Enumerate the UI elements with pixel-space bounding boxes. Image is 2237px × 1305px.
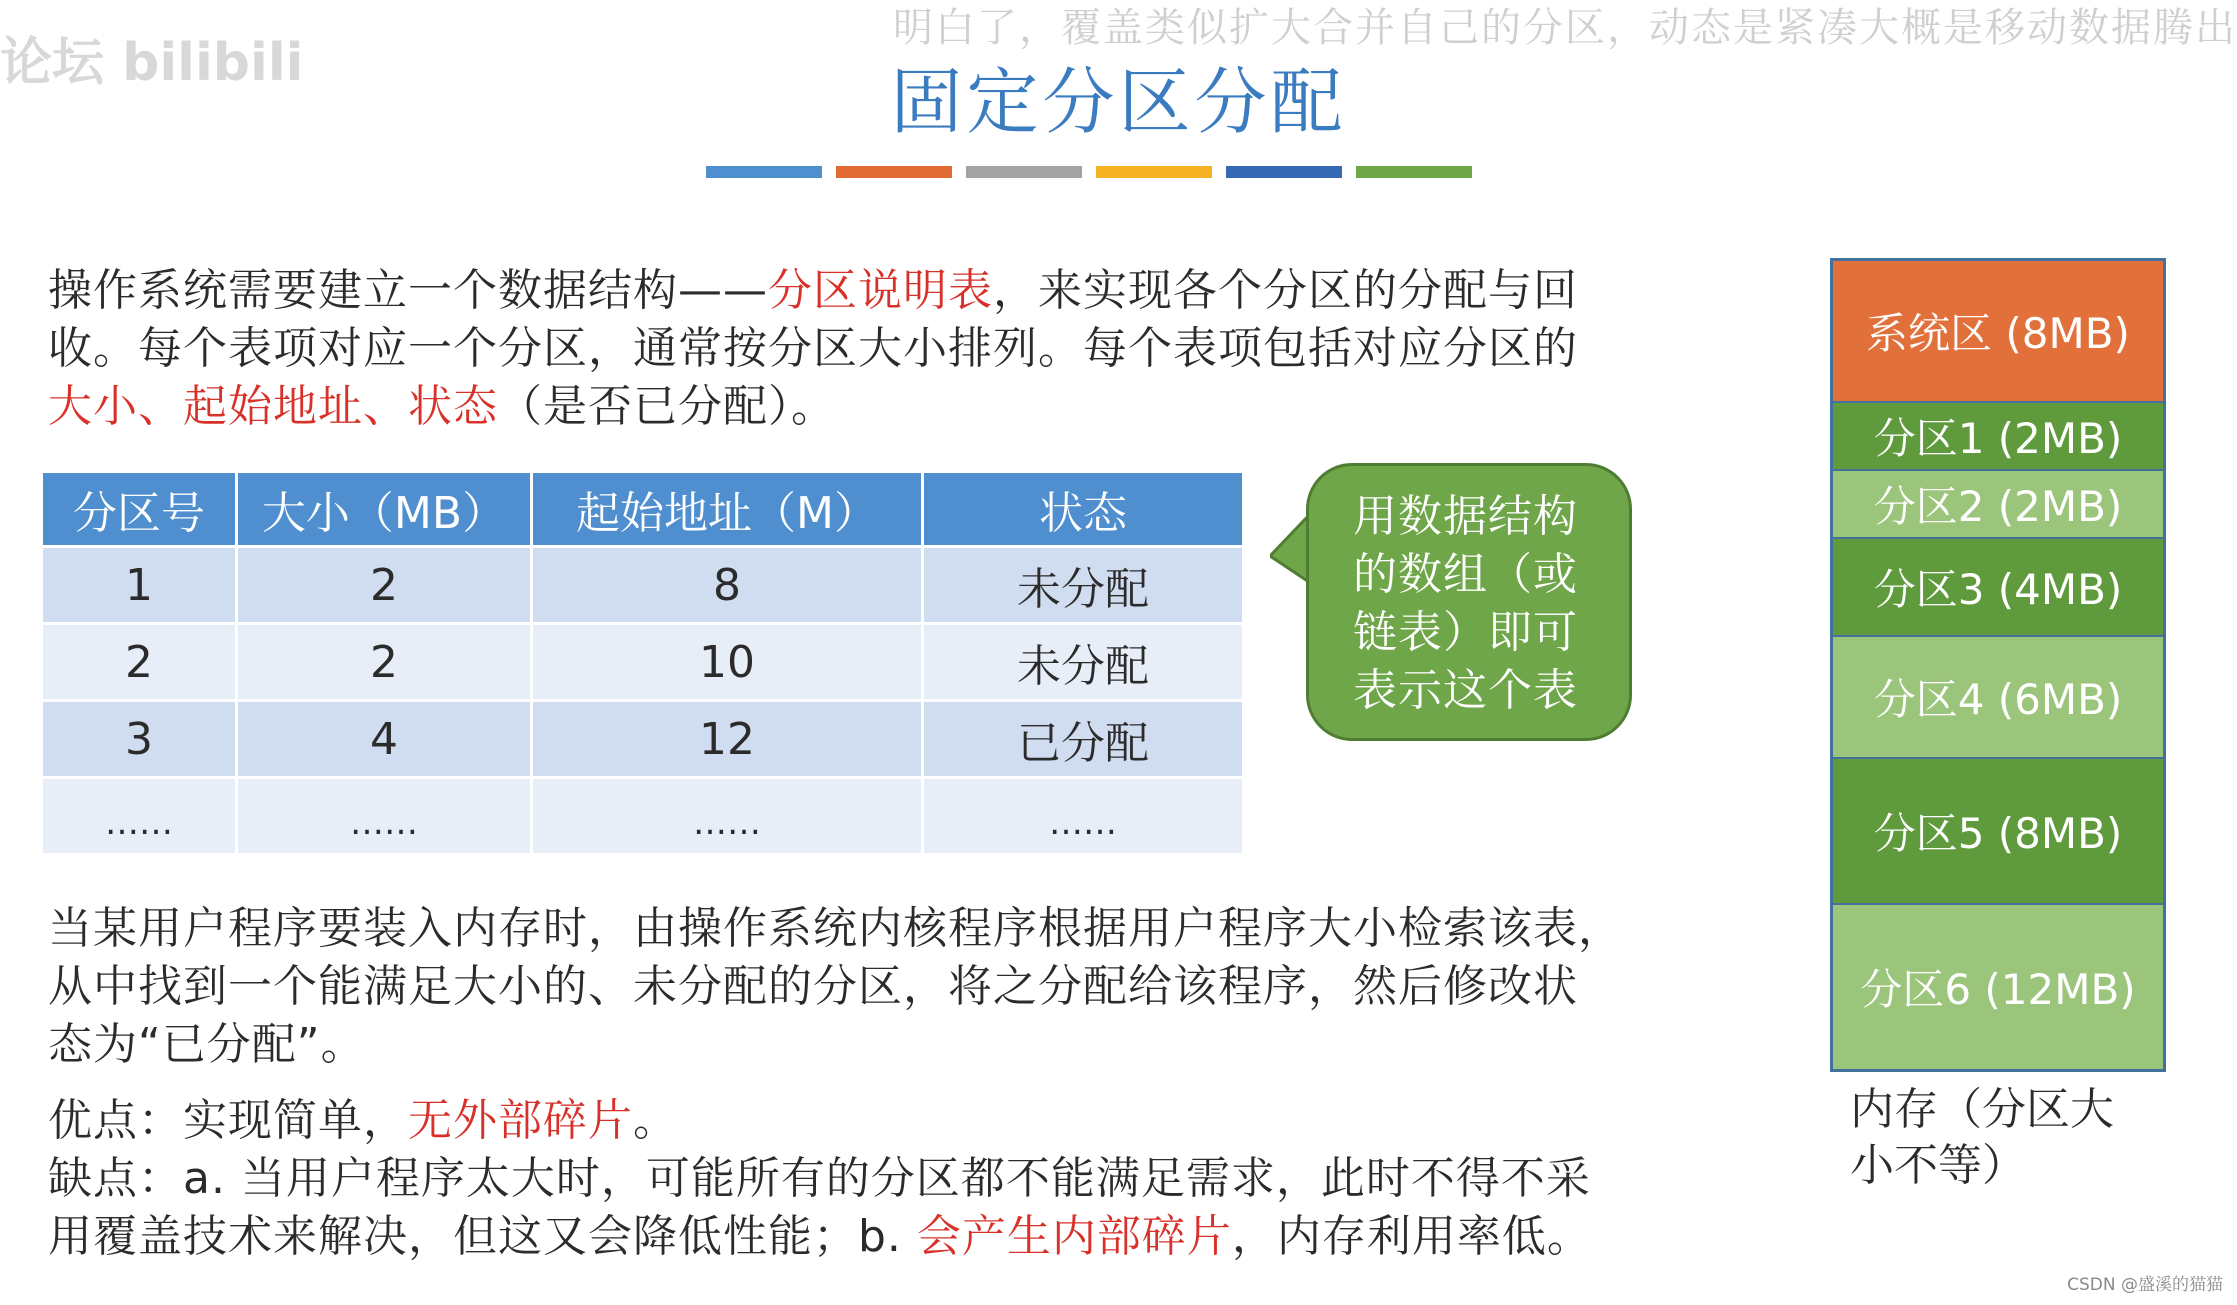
memory-caption-line: 小不等） [1850, 1140, 2026, 1191]
intro-text: （是否已分配）。 [498, 381, 836, 432]
load-line-1: 当某用户程序要装入内存时，由操作系统内核程序根据用户程序大小检索该表， [48, 903, 1623, 954]
table-cell: 2 [42, 624, 237, 701]
cons-text: 用覆盖技术来解决，但这又会降低性能；b. [48, 1211, 917, 1262]
memory-block-partition-5: 分区5 (8MB) [1833, 759, 2163, 905]
title-color-bars [706, 166, 1472, 178]
table-cell: 2 [237, 547, 532, 624]
table-cell: …… [923, 778, 1244, 855]
pros-line [48, 1092, 1728, 1150]
table-cell: 未分配 [923, 547, 1244, 624]
table-cell: 2 [237, 624, 532, 701]
callout-line: 链表）即可 [1353, 607, 1578, 658]
callout-line: 表示这个表 [1353, 665, 1578, 716]
intro-line-2: 收。每个表项对应一个分区，通常按分区大小排列。每个表项包括对应分区的 [48, 323, 1578, 374]
table-cell: 12 [532, 701, 923, 778]
table-cell: 1 [42, 547, 237, 624]
intro-line-3 [48, 378, 1708, 436]
memory-diagram [1830, 258, 2166, 1072]
table-cell: 3 [42, 701, 237, 778]
table-cell: 8 [532, 547, 923, 624]
title-bar-6 [1356, 166, 1472, 178]
intro-highlight: 大小、起始地址、状态 [48, 381, 498, 432]
danmaku-comment: 明白了，覆盖类似扩大合并自己的分区，动态是紧凑大概是移动数据腾出 [893, 5, 2237, 51]
intro-text: ，来实现各个分区的分配与回 [993, 265, 1578, 316]
table-header-cell: 状态 [923, 472, 1244, 547]
memory-block-partition-3: 分区3 (4MB) [1833, 539, 2163, 637]
title-bar-1 [706, 166, 822, 178]
csdn-watermark: CSDN @盛溪的猫猫 [2067, 1275, 2223, 1295]
table-header-cell: 起始地址（M） [532, 472, 923, 547]
cons-text: ，内存利用率低。 [1231, 1211, 1592, 1262]
slide-title: 固定分区分配 [890, 60, 1347, 144]
memory-caption-line: 内存（分区大 [1850, 1084, 2114, 1135]
table-cell: …… [237, 778, 532, 855]
callout-line: 的数组（或 [1353, 549, 1578, 600]
table-row [42, 778, 1244, 855]
memory-block-partition-1: 分区1 (2MB) [1833, 403, 2163, 471]
load-line-2: 从中找到一个能满足大小的、未分配的分区，将之分配给该程序，然后修改状 [48, 961, 1578, 1012]
callout-line: 用数据结构 [1353, 491, 1578, 542]
cons-highlight: 会产生内部碎片 [916, 1211, 1232, 1262]
table-cell: 已分配 [923, 701, 1244, 778]
table-cell: …… [42, 778, 237, 855]
title-bar-4 [1096, 166, 1212, 178]
table-header-row [42, 472, 1244, 547]
title-bar-5 [1226, 166, 1342, 178]
pros-cons [48, 1092, 1728, 1266]
table-row [42, 547, 1244, 624]
table-header-cell: 分区号 [42, 472, 237, 547]
title-bar-2 [836, 166, 952, 178]
intro-text: 操作系统需要建立一个数据结构—— [48, 265, 768, 316]
site-watermark: 论坛 bilibili [0, 33, 304, 93]
table-cell: 4 [237, 701, 532, 778]
memory-block-partition-6: 分区6 (12MB) [1833, 905, 2163, 1069]
table-cell: 10 [532, 624, 923, 701]
table-cell: 未分配 [923, 624, 1244, 701]
pros-text: 。 [633, 1095, 678, 1146]
pros-text: 优点：实现简单， [48, 1095, 408, 1146]
intro-line-1 [48, 262, 1708, 320]
table-row [42, 624, 1244, 701]
cons-line-1: 缺点：a. 当用户程序太大时，可能所有的分区都不能满足需求，此时不得不采 [48, 1153, 1591, 1204]
pros-highlight: 无外部碎片 [408, 1095, 633, 1146]
memory-block-partition-4: 分区4 (6MB) [1833, 637, 2163, 759]
memory-caption [1850, 1082, 2114, 1194]
table-header-cell: 大小（MB） [237, 472, 532, 547]
cons-line-2 [48, 1208, 1728, 1266]
memory-block-partition-2: 分区2 (2MB) [1833, 471, 2163, 539]
load-paragraph [48, 900, 1728, 1074]
intro-highlight: 分区说明表 [768, 265, 993, 316]
title-bar-3 [966, 166, 1082, 178]
table-cell: …… [532, 778, 923, 855]
intro-paragraph [48, 262, 1708, 436]
table-row [42, 701, 1244, 778]
callout-bubble [1306, 463, 1632, 741]
load-line-3: 态为“已分配”。 [48, 1019, 366, 1070]
partition-table [40, 470, 1245, 856]
memory-block-system: 系统区 (8MB) [1833, 261, 2163, 403]
